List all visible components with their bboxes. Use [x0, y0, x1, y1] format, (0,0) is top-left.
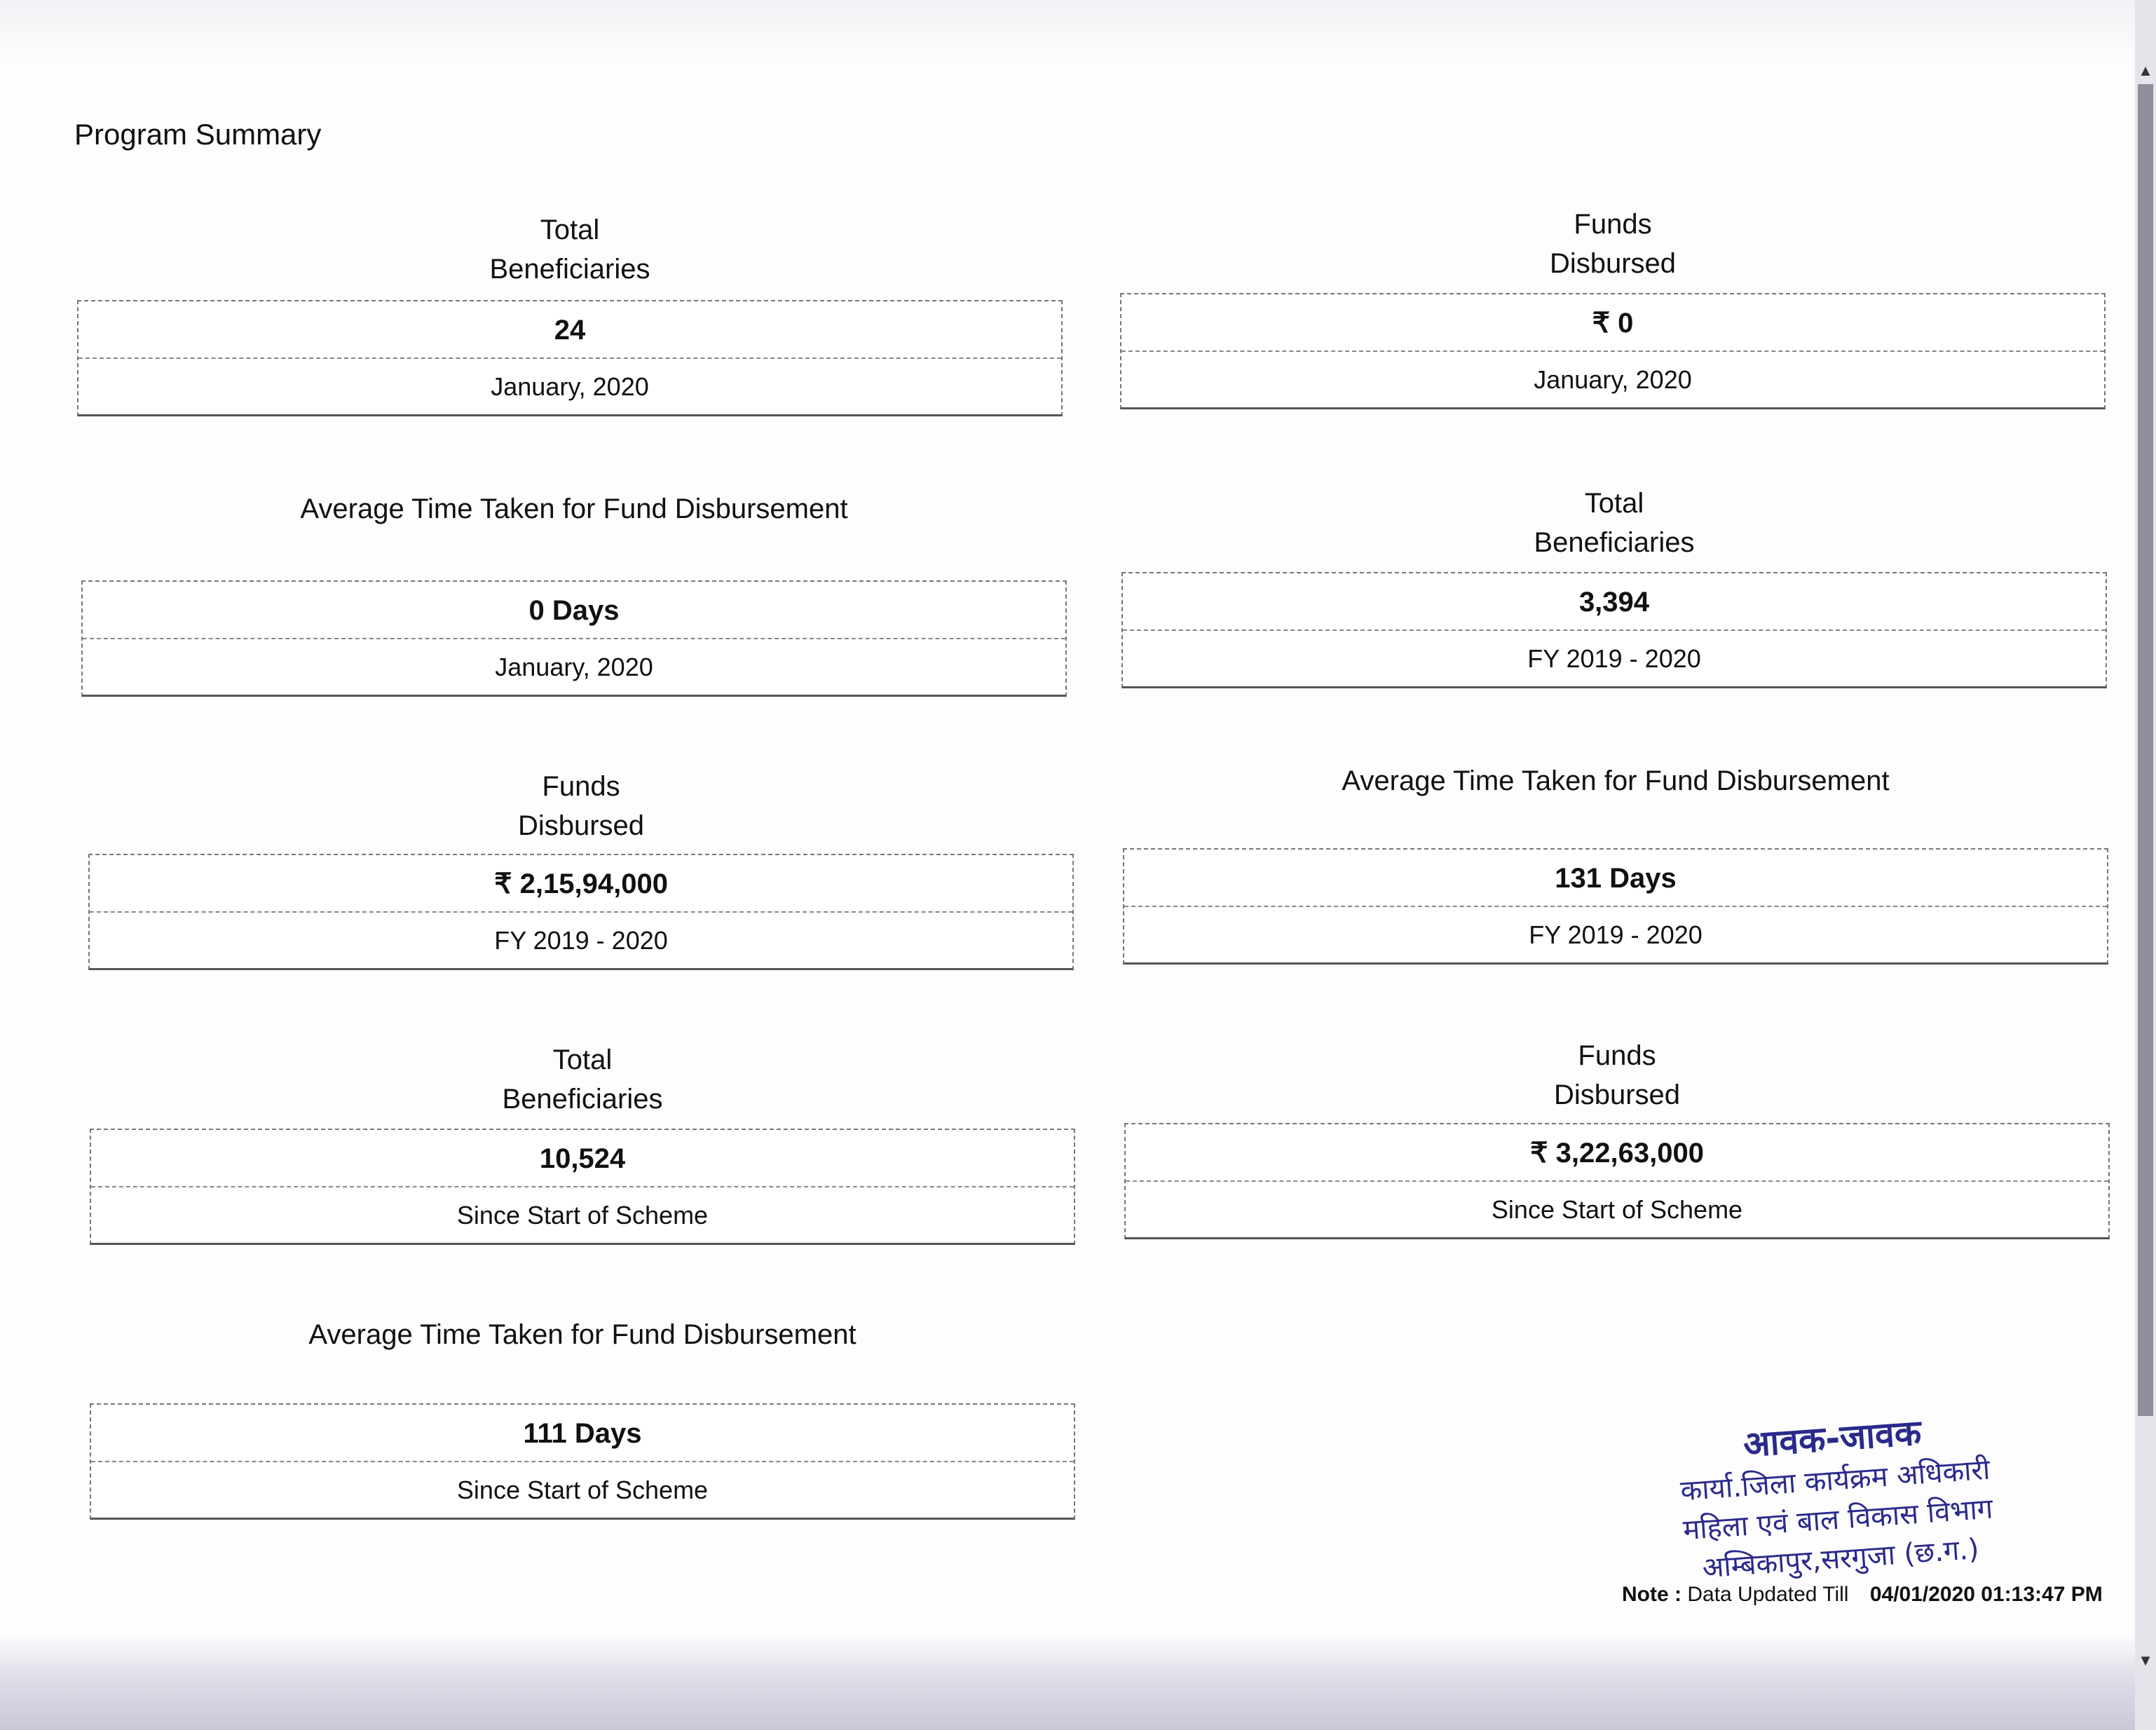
card-value: 3,394 [1123, 573, 2106, 631]
summary-card [1121, 484, 2107, 673]
summary-card [77, 210, 1063, 401]
card-period: January, 2020 [1534, 365, 1692, 394]
summary-card [81, 489, 1067, 681]
card-label: Average Time Taken for Fund Disbursement [1342, 765, 1890, 796]
card-label: Total Beneficiaries [489, 214, 650, 285]
stamp-line: कार्या.जिला कार्यक्रम अधिकारी [1679, 1453, 1991, 1508]
card-label: Funds Disbursed [1553, 1040, 1681, 1110]
card-label: Funds Disbursed [1549, 209, 1677, 279]
card-value: ₹ 2,15,94,000 [90, 855, 1072, 913]
card-label: Average Time Taken for Fund Disbursement [308, 1319, 857, 1350]
card-label: Total Beneficiaries [502, 1044, 663, 1115]
card-value: ₹ 0 [1121, 294, 2104, 352]
stamp-title: आवक-जावक [1742, 1412, 1923, 1466]
card-period: January, 2020 [495, 653, 653, 681]
card-period: January, 2020 [491, 372, 649, 401]
card-box [1123, 848, 2108, 965]
card-label: Total Beneficiaries [1534, 488, 1695, 558]
card-period: FY 2019 - 2020 [1529, 920, 1703, 949]
arrow-up-icon[interactable]: ▲ [2138, 62, 2153, 79]
stamp-line: महिला एवं बाल विकास विभाग [1681, 1492, 1994, 1547]
data-updated-note [1622, 1583, 2103, 1607]
card-value: 10,524 [91, 1130, 1074, 1187]
note-timestamp: 04/01/2020 01:13:47 PM [1869, 1583, 2103, 1606]
scroll-thumb[interactable] [2138, 84, 2153, 1416]
summary-card [90, 1040, 1075, 1230]
card-box [1124, 1123, 2110, 1239]
card-period: Since Start of Scheme [456, 1201, 709, 1230]
card-period: FY 2019 - 2020 [1527, 644, 1701, 673]
page-title: Program Summary [74, 118, 322, 151]
card-period: Since Start of Scheme [456, 1476, 709, 1504]
card-value: 131 Days [1124, 850, 2107, 907]
arrow-down-icon[interactable]: ▼ [2138, 1651, 2153, 1669]
summary-card [1120, 205, 2106, 394]
card-box [77, 300, 1063, 416]
stamp-line: अम्बिकापुर,सरगुजा (छ.ग.) [1701, 1533, 1981, 1585]
summary-card [90, 1315, 1075, 1504]
card-value: 0 Days [83, 582, 1065, 639]
summary-card [88, 767, 1074, 955]
card-period: Since Start of Scheme [1491, 1195, 1743, 1224]
card-value: 111 Days [91, 1405, 1074, 1462]
summary-card [1123, 761, 2108, 949]
card-value: 24 [79, 301, 1061, 359]
card-value: ₹ 3,22,63,000 [1126, 1124, 2108, 1182]
summary-card [1124, 1036, 2110, 1224]
office-stamp [1649, 1403, 2024, 1591]
card-box [90, 1403, 1075, 1520]
card-box [81, 580, 1067, 697]
card-box [88, 854, 1074, 970]
card-box [1121, 572, 2107, 688]
note-label: Note : [1622, 1583, 1681, 1606]
card-label: Funds Disbursed [517, 771, 645, 841]
vertical-scrollbar[interactable] [2135, 0, 2156, 1730]
card-label: Average Time Taken for Fund Disbursement [300, 493, 848, 524]
card-period: FY 2019 - 2020 [494, 926, 668, 955]
card-box [1120, 293, 2106, 409]
note-text: Data Updated Till [1687, 1583, 1849, 1606]
card-box [90, 1129, 1075, 1245]
